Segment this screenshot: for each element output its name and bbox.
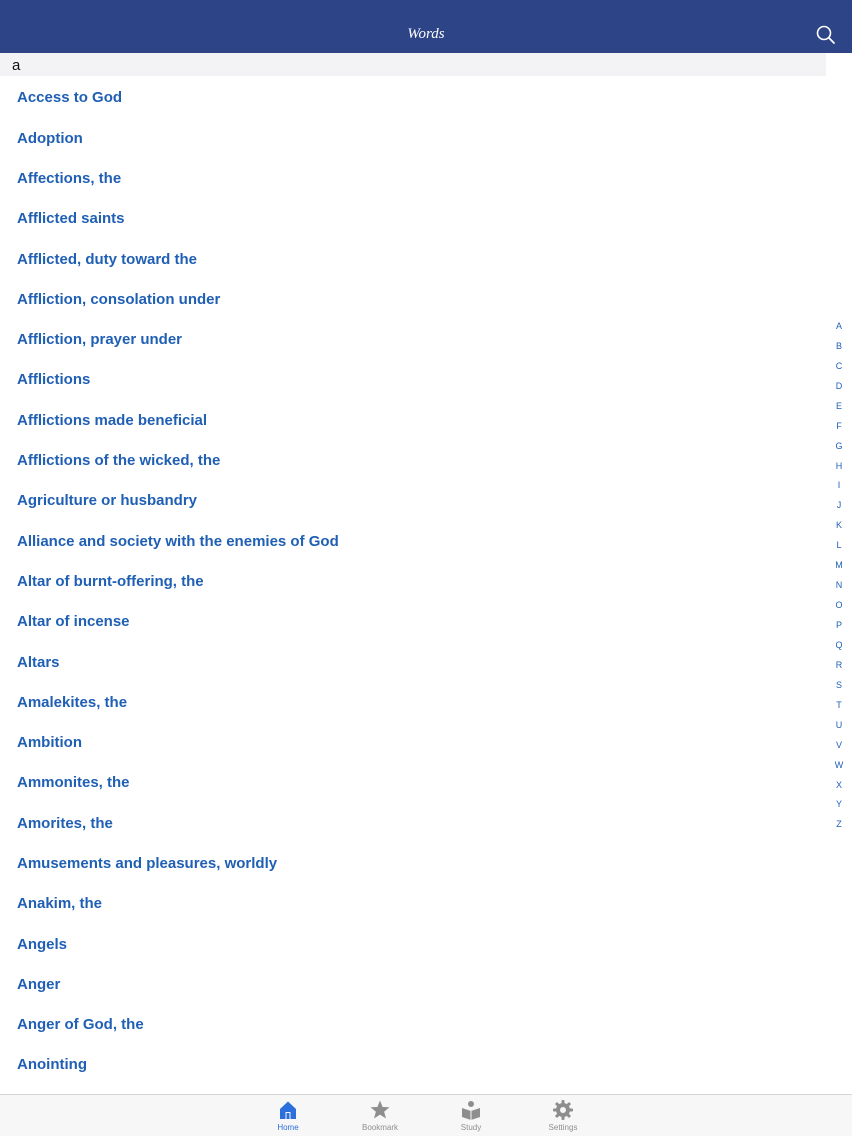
index-letter[interactable]: P [835,620,842,631]
index-letter[interactable]: L [836,540,842,551]
list-item[interactable]: Agriculture or husbandry [17,492,198,510]
list-item[interactable]: Ambition [17,734,82,752]
index-letter[interactable]: E [835,400,842,411]
page-title: Words [407,26,445,42]
index-letter[interactable]: T [836,699,842,710]
list-item[interactable]: Amusements and pleasures, worldly [17,854,278,872]
word-list[interactable] [0,76,826,1094]
index-letter[interactable]: H [835,460,843,471]
list-item[interactable]: Afflictions of the wicked, the [17,452,221,470]
tab-home-label: Home [277,1123,299,1132]
index-letter[interactable]: F [836,420,842,431]
index-letter[interactable]: D [835,380,843,391]
index-letter[interactable]: J [836,500,842,511]
index-letter[interactable]: N [835,580,843,591]
list-item[interactable]: Anger [17,975,61,993]
index-letter[interactable]: Y [835,799,842,810]
tab-settings-label: Settings [548,1123,578,1132]
index-letter[interactable]: K [835,520,842,531]
list-item[interactable]: Amalekites, the [17,693,128,711]
list-item[interactable]: Afflictions made beneficial [17,411,208,429]
section-letter: a [12,57,21,74]
list-item[interactable]: Alliance and society with the enemies of God [17,532,339,550]
list-item[interactable]: Anointing [17,1056,87,1074]
alphabet-index[interactable] [830,316,848,834]
study-icon [460,1099,482,1121]
list-item[interactable]: Affections, the [17,169,122,187]
list-item[interactable]: Altar of incense [17,613,130,631]
star-icon [369,1099,391,1121]
index-letter[interactable]: S [835,679,842,690]
list-item[interactable]: Anakim, the [17,895,103,913]
index-letter[interactable]: A [835,320,842,331]
tab-bar [0,1094,852,1136]
list-item[interactable]: Ammonites, the [17,774,130,792]
index-letter[interactable]: U [835,719,843,730]
index-letter[interactable]: V [835,739,842,750]
index-letter[interactable]: C [835,360,843,371]
list-item[interactable]: Access to God [17,88,123,106]
gear-icon [552,1099,574,1121]
home-icon [277,1099,299,1121]
tab-bookmark[interactable] [345,1099,415,1135]
nav-bar [0,0,852,53]
search-button[interactable] [812,22,840,48]
tab-study[interactable] [436,1099,506,1135]
list-item[interactable]: Altar of burnt-offering, the [17,572,204,590]
tab-study-label: Study [460,1123,482,1132]
list-item[interactable]: Altars [17,653,60,671]
index-letter[interactable]: B [835,340,842,351]
index-letter[interactable]: X [835,779,842,790]
list-item[interactable]: Adoption [17,129,83,147]
list-item[interactable]: Affliction, consolation under [17,290,221,308]
search-icon [812,22,840,48]
index-letter[interactable]: Q [835,639,843,650]
index-letter[interactable]: W [834,759,844,770]
index-letter[interactable]: I [837,480,841,491]
list-item[interactable]: Afflicted, duty toward the [17,250,197,268]
index-letter[interactable]: O [835,600,843,611]
list-item[interactable]: Affliction, prayer under [17,331,183,349]
index-letter[interactable]: G [835,440,843,451]
tab-home[interactable] [253,1099,323,1135]
list-item[interactable]: Amorites, the [17,814,113,832]
list-item[interactable]: Afflicted saints [17,210,125,228]
list-item[interactable]: Anger of God, the [17,1016,144,1034]
list-item[interactable]: Afflictions [17,371,91,389]
tab-settings[interactable] [528,1099,598,1135]
section-header [0,53,826,76]
index-letter[interactable]: Z [836,819,842,830]
list-item[interactable]: Angels [17,935,68,953]
index-letter[interactable]: M [835,560,843,571]
tab-bookmark-label: Bookmark [361,1123,398,1132]
index-letter[interactable]: R [835,659,843,670]
